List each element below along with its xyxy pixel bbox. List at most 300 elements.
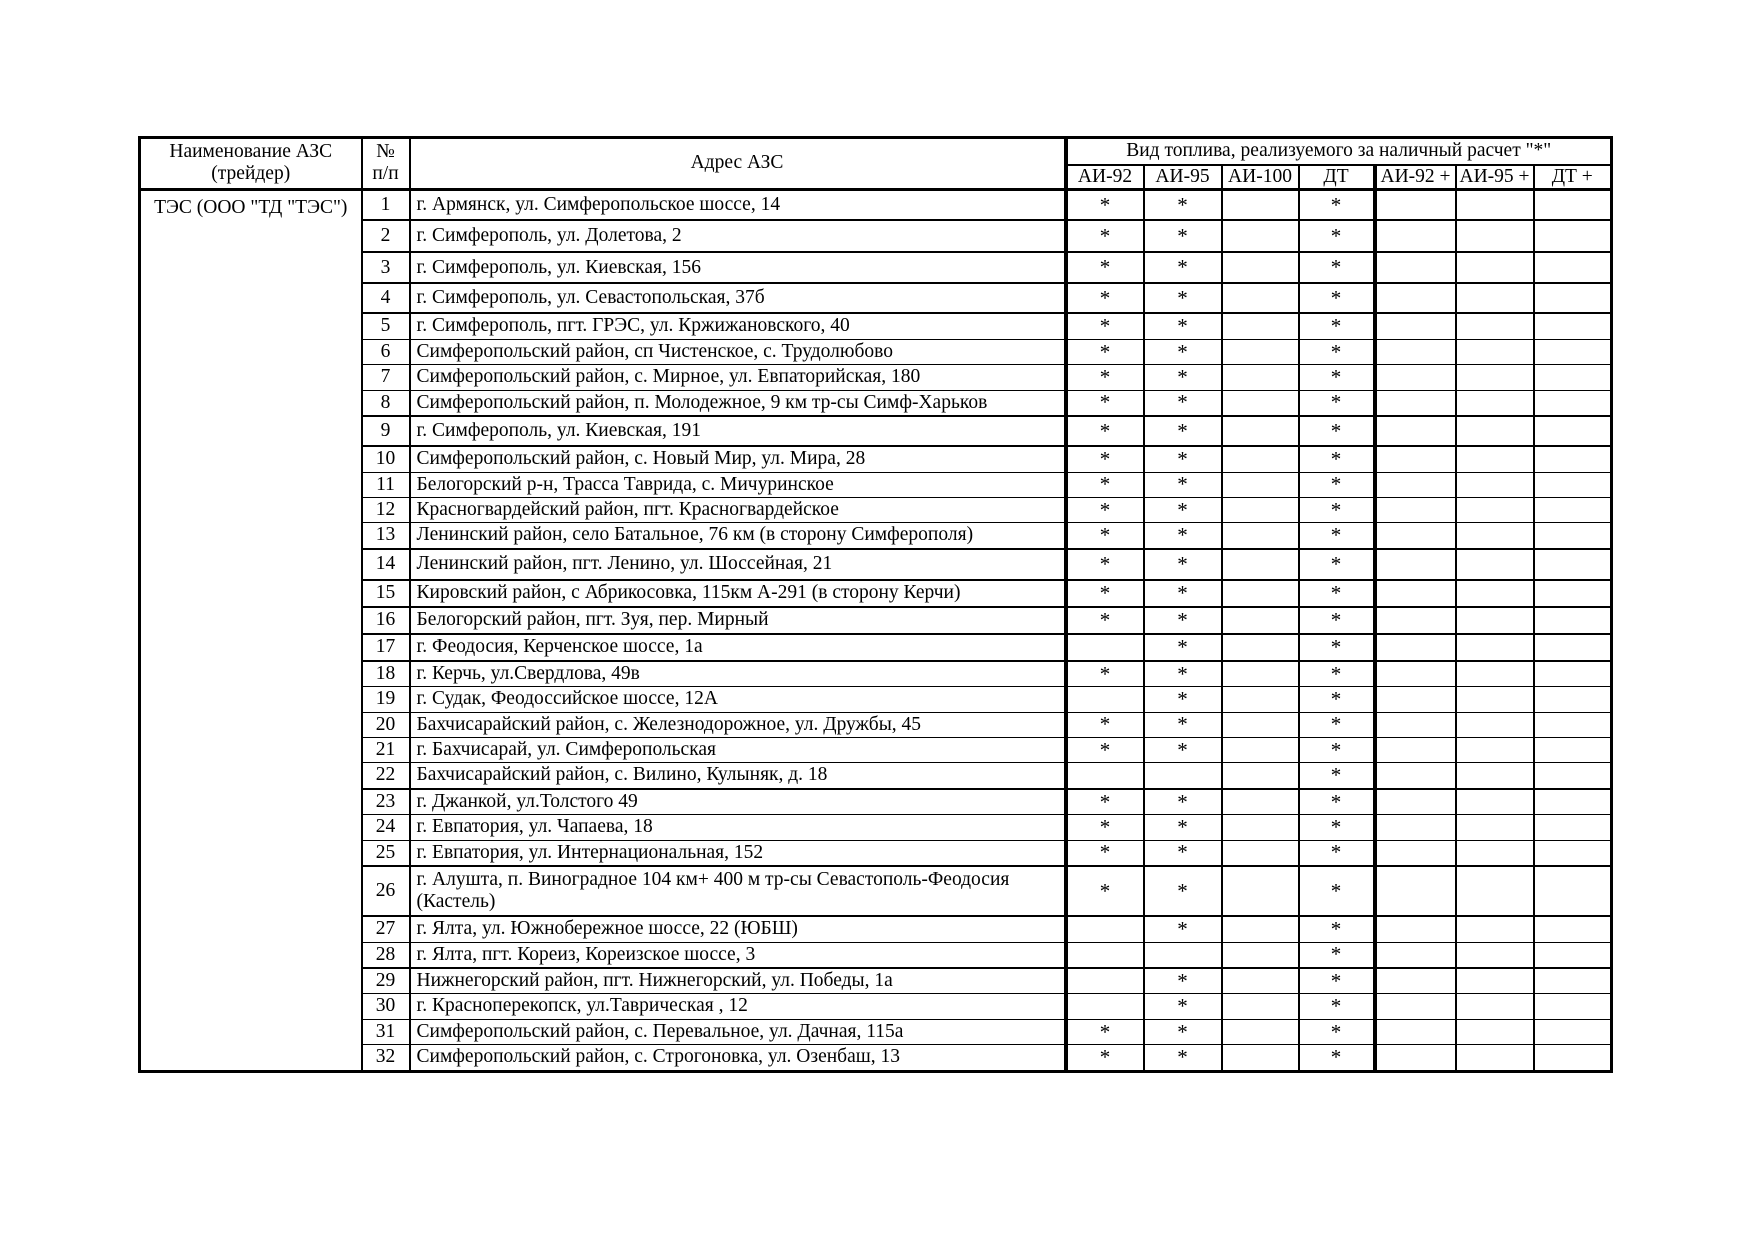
- fuel-mark-cell: *: [1066, 416, 1144, 446]
- fuel-mark-cell: [1456, 994, 1534, 1019]
- fuel-mark-cell: *: [1144, 1045, 1222, 1071]
- fuel-mark-cell: [1222, 789, 1299, 815]
- fuel-mark-cell: *: [1144, 313, 1222, 339]
- fuel-mark-cell: *: [1066, 815, 1144, 840]
- fuel-mark-cell: [1222, 763, 1299, 789]
- fuel-column-header: АИ-95: [1144, 165, 1222, 190]
- fuel-mark-cell: [1222, 738, 1299, 763]
- address-cell: г. Симферополь, ул. Долетова, 2: [410, 220, 1066, 252]
- fuel-mark-cell: *: [1066, 580, 1144, 607]
- fuel-mark-cell: [1534, 472, 1612, 497]
- fuel-mark-cell: *: [1144, 789, 1222, 815]
- row-number-cell: 15: [362, 580, 410, 607]
- fuel-mark-cell: [1534, 866, 1612, 916]
- fuel-mark-cell: [1222, 840, 1299, 866]
- fuel-mark-cell: *: [1299, 712, 1375, 737]
- row-number-cell: 21: [362, 738, 410, 763]
- fuel-stations-sheet: [138, 136, 1613, 1073]
- fuel-mark-cell: [1534, 523, 1612, 549]
- fuel-group-header: Вид топлива, реализуемого за наличный расчет "*": [1066, 138, 1612, 165]
- fuel-mark-cell: *: [1066, 523, 1144, 549]
- row-number-cell: 12: [362, 497, 410, 522]
- address-cell: Белогорский район, пгт. Зуя, пер. Мирный: [410, 607, 1066, 634]
- row-number-cell: 18: [362, 661, 410, 687]
- row-number-cell: 32: [362, 1045, 410, 1071]
- fuel-mark-cell: [1456, 283, 1534, 313]
- fuel-mark-cell: *: [1299, 1045, 1375, 1071]
- fuel-mark-cell: [1456, 313, 1534, 339]
- fuel-mark-cell: *: [1144, 523, 1222, 549]
- fuel-mark-cell: *: [1299, 313, 1375, 339]
- fuel-mark-cell: *: [1144, 994, 1222, 1019]
- fuel-mark-cell: [1534, 365, 1612, 390]
- fuel-mark-cell: [1456, 220, 1534, 252]
- fuel-mark-cell: [1534, 497, 1612, 522]
- fuel-mark-cell: [1534, 220, 1612, 252]
- address-cell: Симферопольский район, с. Строгоновка, ул. Озенбаш, 13: [410, 1045, 1066, 1071]
- fuel-mark-cell: [1375, 446, 1456, 472]
- table-row: [140, 189, 1612, 220]
- address-cell: Симферопольский район, с. Новый Мир, ул. Мира, 28: [410, 446, 1066, 472]
- fuel-mark-cell: *: [1144, 661, 1222, 687]
- row-number-header-line2: п/п: [372, 163, 399, 185]
- fuel-mark-cell: *: [1299, 365, 1375, 390]
- fuel-mark-cell: *: [1299, 580, 1375, 607]
- fuel-mark-cell: [1222, 607, 1299, 634]
- fuel-mark-cell: *: [1066, 390, 1144, 416]
- fuel-mark-cell: [1375, 580, 1456, 607]
- fuel-mark-cell: [1456, 549, 1534, 580]
- fuel-mark-cell: [1222, 390, 1299, 416]
- row-number-cell: 9: [362, 416, 410, 446]
- fuel-mark-cell: [1066, 942, 1144, 968]
- fuel-mark-cell: *: [1066, 1045, 1144, 1071]
- address-cell: г. Красноперекопск, ул.Таврическая , 12: [410, 994, 1066, 1019]
- fuel-mark-cell: [1375, 1045, 1456, 1071]
- row-number-cell: 1: [362, 189, 410, 220]
- fuel-mark-cell: *: [1299, 968, 1375, 994]
- row-number-cell: 22: [362, 763, 410, 789]
- address-cell: Нижнегорский район, пгт. Нижнегорский, ул. Победы, 1а: [410, 968, 1066, 994]
- fuel-mark-cell: [1375, 687, 1456, 712]
- address-cell: г. Судак, Феодоссийское шоссе, 12А: [410, 687, 1066, 712]
- fuel-mark-cell: *: [1299, 661, 1375, 687]
- fuel-mark-cell: *: [1299, 497, 1375, 522]
- fuel-mark-cell: [1222, 189, 1299, 220]
- row-number-cell: 17: [362, 634, 410, 661]
- fuel-mark-cell: [1066, 994, 1144, 1019]
- fuel-mark-cell: [1222, 661, 1299, 687]
- fuel-mark-cell: *: [1299, 549, 1375, 580]
- fuel-mark-cell: [1456, 390, 1534, 416]
- fuel-mark-cell: *: [1144, 497, 1222, 522]
- fuel-mark-cell: [1222, 634, 1299, 661]
- fuel-column-header: АИ-92: [1066, 165, 1144, 190]
- fuel-column-header: АИ-95 +: [1456, 165, 1534, 190]
- fuel-mark-cell: [1534, 815, 1612, 840]
- fuel-mark-cell: [1456, 446, 1534, 472]
- fuel-mark-cell: [1534, 390, 1612, 416]
- fuel-mark-cell: [1375, 815, 1456, 840]
- row-number-cell: 16: [362, 607, 410, 634]
- address-cell: г. Симферополь, ул. Севастопольская, 37б: [410, 283, 1066, 313]
- fuel-mark-cell: *: [1066, 313, 1144, 339]
- fuel-mark-cell: [1534, 763, 1612, 789]
- address-cell: Симферопольский район, с. Мирное, ул. Евпаторийская, 180: [410, 365, 1066, 390]
- address-cell: г. Керчь, ул.Свердлова, 49в: [410, 661, 1066, 687]
- fuel-mark-cell: *: [1299, 283, 1375, 313]
- fuel-mark-cell: *: [1066, 220, 1144, 252]
- row-number-header: [362, 138, 410, 190]
- fuel-mark-cell: *: [1299, 472, 1375, 497]
- fuel-mark-cell: [1534, 1045, 1612, 1071]
- fuel-mark-cell: [1534, 1019, 1612, 1044]
- fuel-mark-cell: [1222, 712, 1299, 737]
- fuel-mark-cell: [1375, 416, 1456, 446]
- fuel-mark-cell: *: [1144, 189, 1222, 220]
- fuel-mark-cell: [1375, 390, 1456, 416]
- fuel-mark-cell: [1456, 523, 1534, 549]
- fuel-mark-cell: [1375, 339, 1456, 364]
- fuel-mark-cell: *: [1144, 1019, 1222, 1044]
- fuel-mark-cell: *: [1066, 712, 1144, 737]
- fuel-mark-cell: [1375, 607, 1456, 634]
- row-number-cell: 24: [362, 815, 410, 840]
- fuel-mark-cell: *: [1144, 580, 1222, 607]
- fuel-mark-cell: [1456, 789, 1534, 815]
- fuel-mark-cell: [1456, 763, 1534, 789]
- fuel-mark-cell: *: [1066, 549, 1144, 580]
- row-number-header-line1: №: [376, 141, 395, 163]
- fuel-mark-cell: [1222, 472, 1299, 497]
- fuel-mark-cell: [1375, 472, 1456, 497]
- row-number-cell: 31: [362, 1019, 410, 1044]
- fuel-column-header: ДТ +: [1534, 165, 1612, 190]
- fuel-mark-cell: *: [1066, 497, 1144, 522]
- fuel-mark-cell: *: [1299, 189, 1375, 220]
- address-cell: Ленинский район, село Батальное, 76 км (в сторону Симферополя): [410, 523, 1066, 549]
- fuel-mark-cell: *: [1144, 916, 1222, 942]
- fuel-mark-cell: [1375, 942, 1456, 968]
- fuel-mark-cell: [1375, 968, 1456, 994]
- fuel-mark-cell: *: [1299, 390, 1375, 416]
- fuel-mark-cell: [1375, 313, 1456, 339]
- station-name-header: [140, 138, 362, 190]
- fuel-mark-cell: *: [1299, 1019, 1375, 1044]
- fuel-mark-cell: [1456, 840, 1534, 866]
- fuel-mark-cell: *: [1144, 416, 1222, 446]
- fuel-column-header: АИ-100: [1222, 165, 1299, 190]
- fuel-mark-cell: [1222, 523, 1299, 549]
- fuel-mark-cell: [1456, 712, 1534, 737]
- fuel-mark-cell: [1066, 687, 1144, 712]
- fuel-mark-cell: *: [1066, 283, 1144, 313]
- fuel-mark-cell: [1375, 189, 1456, 220]
- row-number-cell: 11: [362, 472, 410, 497]
- fuel-mark-cell: [1222, 580, 1299, 607]
- fuel-mark-cell: [1222, 866, 1299, 916]
- fuel-mark-cell: *: [1066, 607, 1144, 634]
- fuel-mark-cell: [1534, 549, 1612, 580]
- fuel-mark-cell: [1222, 1045, 1299, 1071]
- fuel-mark-cell: [1456, 472, 1534, 497]
- fuel-mark-cell: *: [1066, 339, 1144, 364]
- fuel-mark-cell: *: [1144, 339, 1222, 364]
- fuel-mark-cell: [1456, 365, 1534, 390]
- address-cell: г. Симферополь, пгт. ГРЭС, ул. Кржижановского, 40: [410, 313, 1066, 339]
- fuel-mark-cell: *: [1144, 968, 1222, 994]
- fuel-mark-cell: *: [1299, 738, 1375, 763]
- fuel-stations-table: [138, 136, 1613, 1073]
- fuel-mark-cell: [1534, 840, 1612, 866]
- fuel-mark-cell: [1534, 580, 1612, 607]
- fuel-mark-cell: [1222, 994, 1299, 1019]
- fuel-mark-cell: [1375, 365, 1456, 390]
- fuel-mark-cell: [1375, 866, 1456, 916]
- fuel-mark-cell: [1456, 916, 1534, 942]
- fuel-mark-cell: *: [1144, 815, 1222, 840]
- fuel-mark-cell: *: [1144, 549, 1222, 580]
- fuel-mark-cell: [1534, 313, 1612, 339]
- fuel-mark-cell: [1456, 497, 1534, 522]
- fuel-mark-cell: [1066, 634, 1144, 661]
- address-cell: Красногвардейский район, пгт. Красногвардейское: [410, 497, 1066, 522]
- fuel-mark-cell: *: [1066, 189, 1144, 220]
- fuel-mark-cell: [1375, 840, 1456, 866]
- fuel-mark-cell: [1222, 416, 1299, 446]
- fuel-mark-cell: [1534, 634, 1612, 661]
- fuel-mark-cell: *: [1066, 446, 1144, 472]
- row-number-cell: 7: [362, 365, 410, 390]
- fuel-mark-cell: [1222, 815, 1299, 840]
- fuel-mark-cell: *: [1299, 252, 1375, 283]
- fuel-mark-cell: [1222, 339, 1299, 364]
- fuel-mark-cell: [1456, 1045, 1534, 1071]
- fuel-mark-cell: [1375, 763, 1456, 789]
- fuel-mark-cell: [1534, 661, 1612, 687]
- fuel-mark-cell: *: [1299, 339, 1375, 364]
- fuel-mark-cell: [1144, 763, 1222, 789]
- fuel-mark-cell: *: [1144, 866, 1222, 916]
- fuel-mark-cell: [1534, 446, 1612, 472]
- row-number-cell: 14: [362, 549, 410, 580]
- fuel-mark-cell: [1066, 968, 1144, 994]
- fuel-mark-cell: [1456, 738, 1534, 763]
- fuel-mark-cell: [1534, 283, 1612, 313]
- fuel-mark-cell: *: [1066, 365, 1144, 390]
- fuel-mark-cell: [1456, 1019, 1534, 1044]
- fuel-mark-cell: *: [1299, 607, 1375, 634]
- fuel-mark-cell: [1375, 283, 1456, 313]
- fuel-mark-cell: [1456, 580, 1534, 607]
- fuel-mark-cell: [1534, 189, 1612, 220]
- fuel-mark-cell: [1144, 942, 1222, 968]
- fuel-mark-cell: [1222, 446, 1299, 472]
- fuel-mark-cell: [1534, 687, 1612, 712]
- row-number-cell: 4: [362, 283, 410, 313]
- fuel-mark-cell: [1534, 416, 1612, 446]
- fuel-mark-cell: *: [1144, 220, 1222, 252]
- fuel-mark-cell: [1222, 687, 1299, 712]
- fuel-mark-cell: *: [1299, 789, 1375, 815]
- address-cell: Бахчисарайский район, с. Железнодорожное, ул. Дружбы, 45: [410, 712, 1066, 737]
- fuel-mark-cell: *: [1299, 916, 1375, 942]
- fuel-mark-cell: [1375, 738, 1456, 763]
- fuel-mark-cell: [1222, 220, 1299, 252]
- fuel-mark-cell: [1456, 866, 1534, 916]
- fuel-mark-cell: *: [1144, 687, 1222, 712]
- fuel-mark-cell: [1375, 497, 1456, 522]
- fuel-mark-cell: [1456, 252, 1534, 283]
- fuel-mark-cell: *: [1299, 840, 1375, 866]
- row-number-cell: 10: [362, 446, 410, 472]
- fuel-mark-cell: *: [1066, 252, 1144, 283]
- fuel-mark-cell: [1066, 916, 1144, 942]
- fuel-mark-cell: [1534, 339, 1612, 364]
- fuel-mark-cell: *: [1299, 523, 1375, 549]
- fuel-mark-cell: *: [1144, 390, 1222, 416]
- fuel-mark-cell: [1456, 634, 1534, 661]
- fuel-mark-cell: [1222, 252, 1299, 283]
- fuel-mark-cell: [1456, 416, 1534, 446]
- fuel-mark-cell: [1375, 252, 1456, 283]
- fuel-mark-cell: *: [1066, 840, 1144, 866]
- fuel-mark-cell: *: [1144, 607, 1222, 634]
- fuel-column-header: АИ-92 +: [1375, 165, 1456, 190]
- row-number-cell: 30: [362, 994, 410, 1019]
- row-number-cell: 19: [362, 687, 410, 712]
- station-name-header-line2: (трейдер): [211, 163, 291, 185]
- fuel-mark-cell: [1222, 549, 1299, 580]
- address-cell: г. Евпатория, ул. Интернациональная, 152: [410, 840, 1066, 866]
- fuel-mark-cell: [1456, 687, 1534, 712]
- fuel-mark-cell: [1375, 523, 1456, 549]
- address-cell: г. Джанкой, ул.Толстого 49: [410, 789, 1066, 815]
- fuel-mark-cell: [1375, 1019, 1456, 1044]
- row-number-cell: 2: [362, 220, 410, 252]
- fuel-mark-cell: [1456, 661, 1534, 687]
- fuel-mark-cell: *: [1144, 712, 1222, 737]
- fuel-mark-cell: *: [1299, 416, 1375, 446]
- fuel-mark-cell: *: [1066, 789, 1144, 815]
- row-number-cell: 27: [362, 916, 410, 942]
- fuel-mark-cell: [1534, 738, 1612, 763]
- fuel-mark-cell: *: [1144, 283, 1222, 313]
- fuel-mark-cell: [1456, 607, 1534, 634]
- trader-name-cell: ТЭС (ООО "ТД "ТЭС"): [140, 189, 362, 1071]
- fuel-mark-cell: [1375, 994, 1456, 1019]
- address-cell: Кировский район, с Абрикосовка, 115км А-291 (в сторону Керчи): [410, 580, 1066, 607]
- fuel-mark-cell: *: [1299, 687, 1375, 712]
- address-cell: г. Симферополь, ул. Киевская, 191: [410, 416, 1066, 446]
- fuel-mark-cell: [1222, 916, 1299, 942]
- fuel-mark-cell: *: [1299, 942, 1375, 968]
- fuel-mark-cell: [1222, 942, 1299, 968]
- row-number-cell: 6: [362, 339, 410, 364]
- address-cell: г. Алушта, п. Виноградное 104 км+ 400 м тр-сы Севастополь-Феодосия (Кастель): [410, 866, 1066, 916]
- fuel-mark-cell: [1375, 916, 1456, 942]
- address-cell: г. Евпатория, ул. Чапаева, 18: [410, 815, 1066, 840]
- fuel-column-header: ДТ: [1299, 165, 1375, 190]
- row-number-cell: 20: [362, 712, 410, 737]
- fuel-mark-cell: *: [1144, 365, 1222, 390]
- address-cell: Белогорский р-н, Трасса Таврида, с. Мичуринское: [410, 472, 1066, 497]
- fuel-mark-cell: *: [1299, 866, 1375, 916]
- address-cell: г. Ялта, ул. Южнобережное шоссе, 22 (ЮБШ): [410, 916, 1066, 942]
- fuel-mark-cell: *: [1066, 472, 1144, 497]
- address-cell: Симферопольский район, с. Перевальное, ул. Дачная, 115а: [410, 1019, 1066, 1044]
- fuel-mark-cell: [1375, 634, 1456, 661]
- address-cell: г. Симферополь, ул. Киевская, 156: [410, 252, 1066, 283]
- row-number-cell: 23: [362, 789, 410, 815]
- fuel-mark-cell: *: [1144, 472, 1222, 497]
- fuel-mark-cell: [1222, 1019, 1299, 1044]
- address-cell: г. Армянск, ул. Симферопольское шоссе, 14: [410, 189, 1066, 220]
- row-number-cell: 29: [362, 968, 410, 994]
- fuel-mark-cell: *: [1299, 763, 1375, 789]
- fuel-mark-cell: *: [1299, 446, 1375, 472]
- fuel-mark-cell: [1456, 189, 1534, 220]
- fuel-mark-cell: [1375, 789, 1456, 815]
- fuel-mark-cell: [1375, 712, 1456, 737]
- address-header: Адрес АЗС: [410, 138, 1066, 190]
- fuel-mark-cell: [1534, 252, 1612, 283]
- fuel-mark-cell: [1375, 661, 1456, 687]
- row-number-cell: 8: [362, 390, 410, 416]
- fuel-mark-cell: [1066, 763, 1144, 789]
- fuel-mark-cell: [1222, 968, 1299, 994]
- fuel-mark-cell: *: [1066, 738, 1144, 763]
- fuel-mark-cell: *: [1144, 252, 1222, 283]
- fuel-mark-cell: [1456, 968, 1534, 994]
- fuel-mark-cell: [1222, 497, 1299, 522]
- fuel-mark-cell: [1534, 789, 1612, 815]
- fuel-mark-cell: *: [1299, 994, 1375, 1019]
- fuel-mark-cell: [1375, 220, 1456, 252]
- row-number-cell: 13: [362, 523, 410, 549]
- fuel-mark-cell: [1222, 313, 1299, 339]
- fuel-mark-cell: [1456, 815, 1534, 840]
- fuel-mark-cell: *: [1144, 446, 1222, 472]
- address-cell: Симферопольский район, п. Молодежное, 9 км тр-сы Симф-Харьков: [410, 390, 1066, 416]
- fuel-mark-cell: [1375, 549, 1456, 580]
- address-cell: Ленинский район, пгт. Ленино, ул. Шоссейная, 21: [410, 549, 1066, 580]
- address-cell: г. Феодосия, Керченское шоссе, 1а: [410, 634, 1066, 661]
- station-name-header-line1: Наименование АЗС: [169, 141, 333, 163]
- row-number-cell: 28: [362, 942, 410, 968]
- fuel-mark-cell: [1456, 339, 1534, 364]
- fuel-mark-cell: [1534, 968, 1612, 994]
- fuel-mark-cell: [1534, 607, 1612, 634]
- row-number-cell: 26: [362, 866, 410, 916]
- row-number-cell: 5: [362, 313, 410, 339]
- fuel-mark-cell: [1222, 365, 1299, 390]
- address-cell: Бахчисарайский район, с. Вилино, Кулыняк, д. 18: [410, 763, 1066, 789]
- address-cell: г. Ялта, пгт. Кореиз, Кореизское шоссе, 3: [410, 942, 1066, 968]
- row-number-cell: 3: [362, 252, 410, 283]
- fuel-mark-cell: [1222, 283, 1299, 313]
- fuel-mark-cell: *: [1299, 220, 1375, 252]
- fuel-mark-cell: *: [1144, 738, 1222, 763]
- fuel-mark-cell: [1534, 712, 1612, 737]
- address-cell: г. Бахчисарай, ул. Симферопольская: [410, 738, 1066, 763]
- fuel-mark-cell: *: [1144, 634, 1222, 661]
- fuel-mark-cell: [1534, 916, 1612, 942]
- address-cell: Симферопольский район, сп Чистенское, с. Трудолюбово: [410, 339, 1066, 364]
- fuel-mark-cell: [1456, 942, 1534, 968]
- fuel-mark-cell: *: [1066, 866, 1144, 916]
- fuel-mark-cell: [1534, 942, 1612, 968]
